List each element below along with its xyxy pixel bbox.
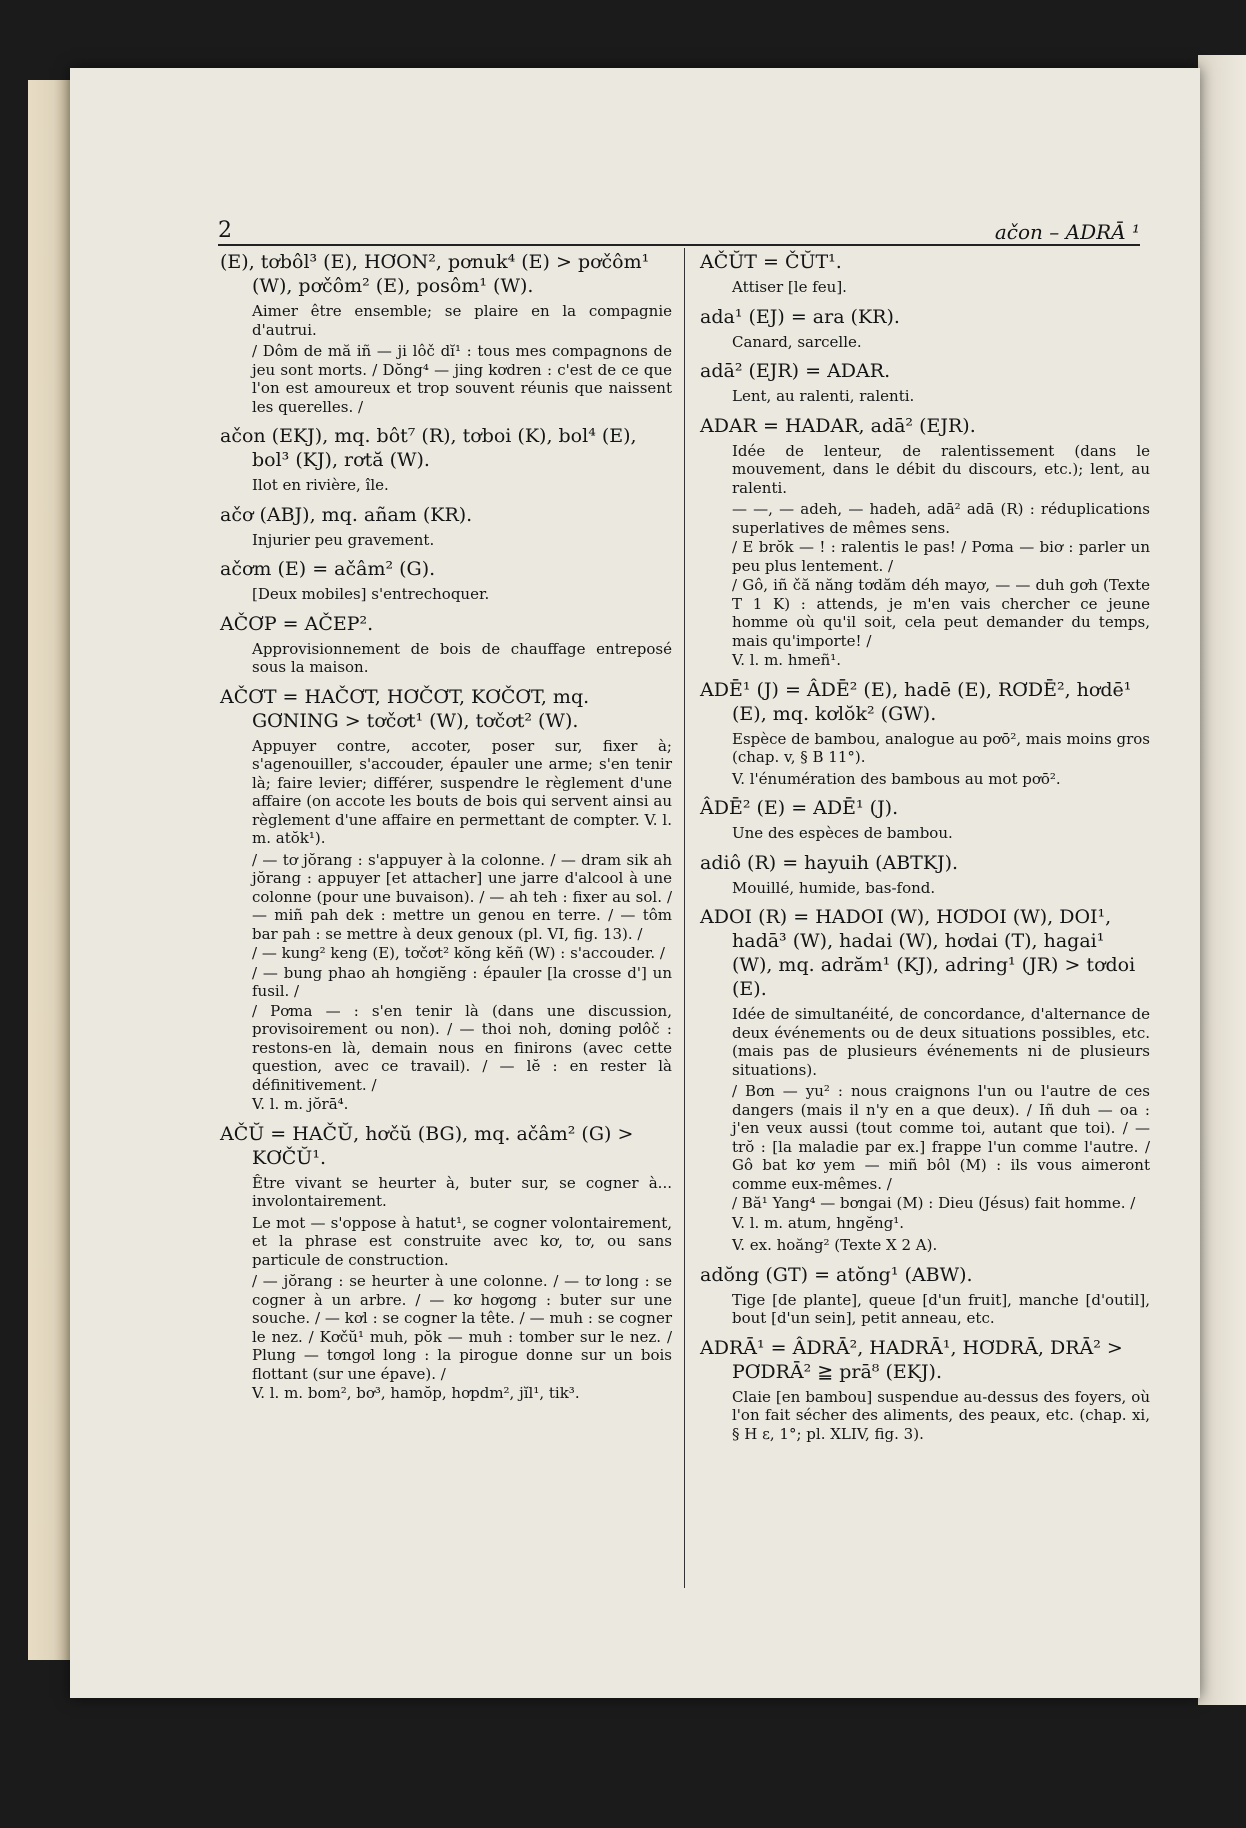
entry-example: — —, — adeh, — hadeh, adā² adā (R) : réduplications superlatives de mêmes sens. [732,500,1150,537]
entry-cross-reference: V. l. m. hmeñ¹. [732,651,842,669]
entry-example: / E brŏk — ! : ralentis le pas! / Pơma — biơ : parler un peu plus lentement. / [732,538,1150,575]
entry-cross-reference: V. ex. hoăng² (Texte X 2 A). [732,1236,938,1254]
entry-headword: adiô (R) = hayuih (ABTKJ). [700,851,959,874]
entry-example: / Dôm de mă iñ — ji lôč dĭ¹ : tous mes compagnons de jeu sont morts. / Dŏng⁴ — jing kơdren : c'est de ce que l'on est amoureux et trop souvent réunis que naissent les querelles. / [252,342,672,416]
entry-example: / — jŏrang : se heurter à une colonne. / — tơ long : se cogner à un arbre. / — kơ hơgơng : buter sur une souche. / — kơl : se cogner la tête. / — muh : se cogner le nez. / Kơčŭ¹ muh, pŏk — muh : tomber sur le nez. / Plung — tơngơl long : la pirogue donne sur un bois flottant (sur une épave). / [252,1272,672,1383]
page-number: 2 [218,218,232,243]
entry-gloss: Idée de simultanéité, de concordance, d'alternance de deux événements ou de deux situations possibles, etc. (mais pas de plusieurs événements ni de plusieurs situations). [732,1005,1150,1079]
entry-example: / — tơ jŏrang : s'appuyer à la colonne. / — dram sik ah jŏrang : appuyer [et attacher] une jarre d'alcool à une colonne (pour une buvaison). / — ah teh : fixer au sol. / — miñ pah dek : mettre un genou en terre. / — tôm bar pah : se mettre à deux genoux (pl. VI, fig. 13). / [252,850,672,943]
entry-example: / Bơn — yu² : nous craignons l'un ou l'autre de ces dangers (mais il n'y en a que deux). / Iñ duh — oa : j'en veux aussi (tout comme toi, autant que toi). / — trŏ : [la maladie par ex.] frappe l'un comme l'autre. / Gô bat kơ yem — miñ bôl (M) : ils vous aimeront comme eux-mêmes. / [732,1082,1150,1193]
entry-gloss: V. l'énumération des bambous au mot pơō². [732,769,1061,788]
entry-headword: adā² (EJR) = ADAR. [700,360,891,382]
entry-headword: ačơ (ABJ), mq. añam (KR). [220,503,473,526]
entry-headword: ÂDĒ² (E) = ADĒ¹ (J). [700,797,899,819]
entry-gloss: Lent, au ralenti, ralenti. [732,387,915,405]
entry-example: / — bung phao ah hơngiĕng : épauler [la crosse d'] un fusil. / [252,963,672,1000]
entry-cross-reference: V. l. m. bom², bơ³, hamŏp, hơpdm², jĭl¹, tik³. [252,1384,580,1402]
entry-headword: ADAR = HADAR, adā² (EJR). [700,414,976,437]
entry-headword: ADĒ¹ (J) = ÂDĒ² (E), hadē (E), RƠDĒ², hơdē¹ (E), mq. kơlŏk² (GW). [700,678,1132,725]
facing-page-edge [1198,55,1246,1705]
entry-headword: ačon (EKJ), mq. bôt⁷ (R), tơboi (K), bol⁴ (E), bol³ (KJ), rơtă (W). [220,425,637,471]
entry-gloss: Approvisionnement de bois de chauffage entreposé sous la maison. [252,639,672,676]
entry-cross-reference: V. l. m. atum, hngĕng¹. [732,1213,905,1232]
entry-example: / Bă¹ Yang⁴ — bơngai (M) : Dieu (Jésus) fait homme. / [732,1194,1136,1212]
book-edge-left [28,80,70,1660]
entry-gloss: Aimer être ensemble; se plaire en la compagnie d'autrui. [252,302,672,339]
entry-gloss: Idée de lenteur, de ralentissement (dans le mouvement, dans le débit du discours, etc.); lent, au ralenti. [732,441,1150,497]
entry-gloss: Tige [de plante], queue [d'un fruit], manche [d'outil], bout [d'un sein], petit anneau, etc. [732,1290,1150,1327]
entry-example: / — kung² keng (E), tơčơt² kŏng kĕñ (W) : s'accouder. / [252,944,665,962]
column-divider [684,248,685,1588]
entry-gloss: Être vivant se heurter à, buter sur, se cogner à... involontairement. [252,1173,672,1210]
entry-headword: AČŬ = HAČŬ, hơčŭ (BG), mq. ačâm² (G) > KƠČŬ¹. [220,1122,634,1169]
header-rule [218,244,1140,246]
entry-cross-reference: V. l. m. jŏrā⁴. [252,1095,349,1113]
entry-headword: (E), tơbôl³ (E), HƠON², pơnuk⁴ (E) > pơčôm¹ (W), pơčôm² (E), posôm¹ (W). [220,251,650,297]
entry-headword: ADRĀ¹ = ÂDRĀ², HADRĀ¹, HƠDRĀ, DRĀ² > PƠDRĀ² ≧ prā⁸ (EKJ). [700,1336,1123,1383]
entry-gloss: Espèce de bambou, analogue au pơō², mais moins gros (chap. v, § B 11°). [732,729,1150,766]
entry-headword: AČƠT = HAČƠT, HƠČƠT, KƠČƠT, mq. GƠNING > tơčơt¹ (W), tơčơt² (W). [220,685,590,732]
left-column [220,250,672,1407]
right-column [700,250,1150,1446]
entry-headword: adŏng (GT) = atŏng¹ (ABW). [700,1263,973,1286]
entry-gloss: Appuyer contre, accoter, poser sur, fixer à; s'agenouiller, s'accouder, épauler une arme; s'en tenir là; faire levier; différer, suspendre le règlement d'une affaire (on accote les bouts de bois qui servent ainsi au règlement d'une affaire en permettant de compter. V. l. m. atŏk¹). [252,736,672,847]
entry-gloss: Canard, sarcelle. [732,332,862,351]
dictionary-page [70,68,1200,1698]
entry-gloss: Ilot en rivière, île. [252,476,389,494]
running-head: ačon – ADRĀ ¹ [994,220,1140,244]
entry-headword: ada¹ (EJ) = ara (KR). [700,305,900,328]
entry-headword: AČƠP = AČEP². [220,612,374,635]
entry-gloss: Une des espèces de bambou. [732,824,953,842]
entry-headword: ADOI (R) = HADOI (W), HƠDOI (W), DOI¹, hadā³ (W), hadai (W), hơdai (T), hagai¹ (W), mq. adrăm¹ (KJ), adring¹ (JR) > tơdoi (E). [700,906,1136,1000]
entry-gloss: Mouillé, humide, bas-fond. [732,878,936,897]
entry-example: / Gô, iñ čă năng tơdăm déh mayơ, — — duh gơh (Texte T 1 K) : attends, je m'en vais chercher ce jeune homme où qu'il soit, cela peut demander du temps, mais qu'importe! / [732,576,1150,650]
entry-example: / Pơma — : s'en tenir là (dans une discussion, provisoirement ou non). / — thoi noh, dơning pơlôč : restons-en là, demain nous en finirons (avec cette question, avec ce travail). / — lĕ : en rester là définitivement. / [252,1001,672,1094]
entry-gloss: Claie [en bambou] suspendue au-dessus des foyers, où l'on fait sécher des aliments, des peaux, etc. (chap. xi, § H ε, 1°; pl. XLIV, fig. 3). [732,1387,1150,1443]
entry-headword: ačơm (E) = ačâm² (G). [220,558,436,580]
entry-headword: AČŬT = ČŬT¹. [700,251,842,273]
entry-gloss: Le mot — s'oppose à hatut¹, se cogner volontairement, et la phrase est construite avec kơ, tơ, ou sans particule de construction. [252,1213,672,1269]
entry-gloss: Attiser [le feu]. [732,278,847,296]
entry-gloss: [Deux mobiles] s'entrechoquer. [252,585,490,603]
entry-gloss: Injurier peu gravement. [252,530,435,549]
